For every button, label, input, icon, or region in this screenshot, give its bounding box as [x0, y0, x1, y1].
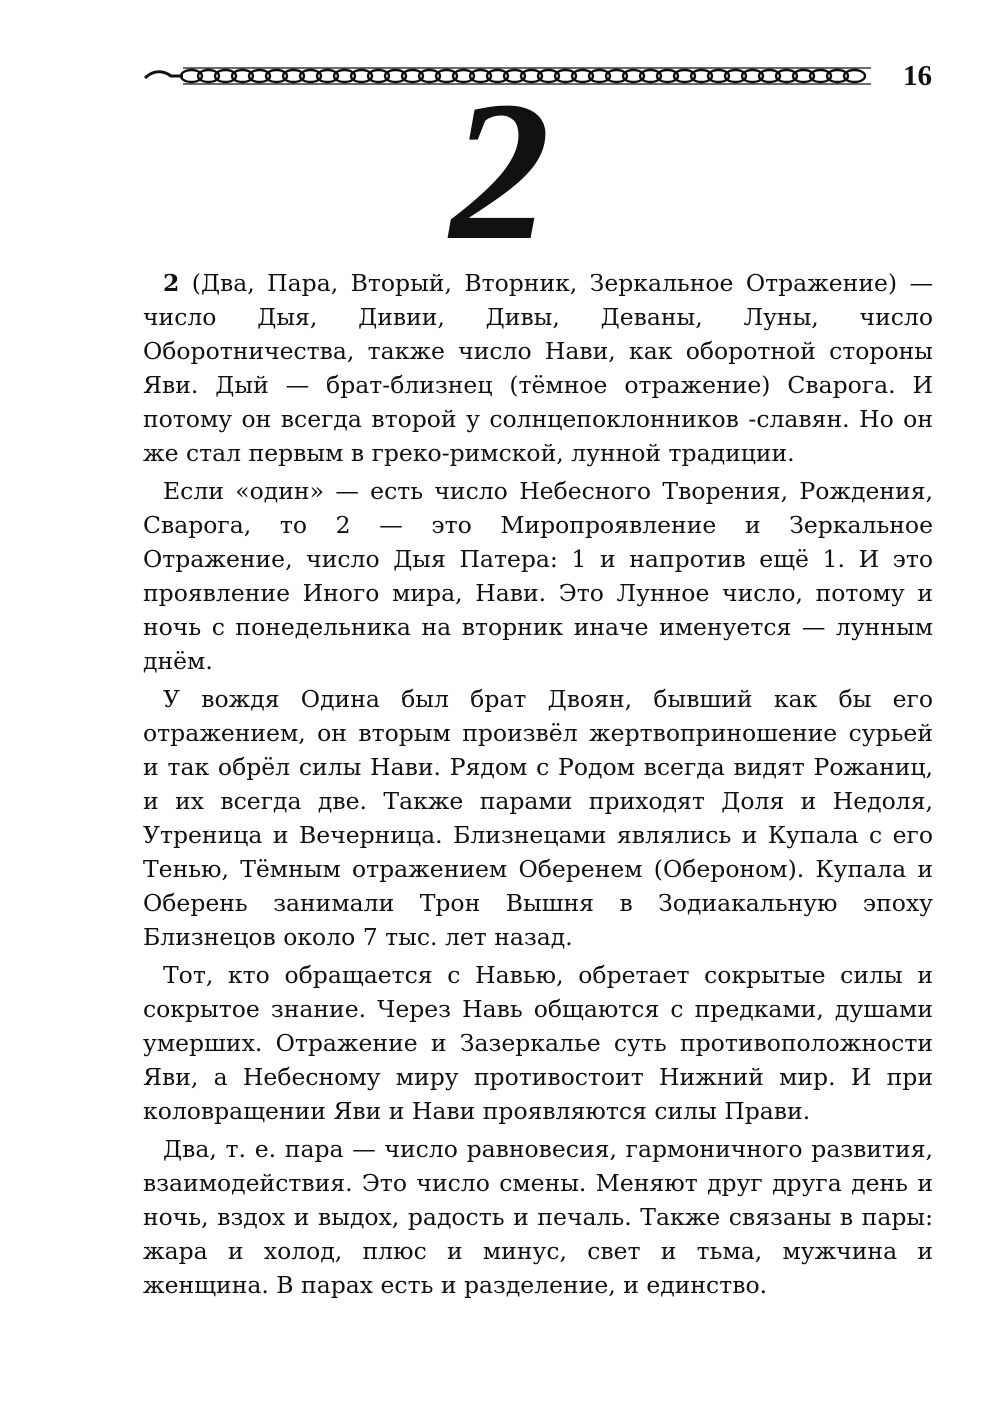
page-number: 16	[903, 60, 932, 92]
body-text	[143, 266, 933, 1306]
chapter-number: 2	[450, 61, 550, 282]
paragraph-text: (Два, Пара, Вторый, Вторник, Зеркальное Отражение) — число Дыя, Дивии, Дивы, Деваны, Луны, число Оборотничества, также число Нави, как оборотной стороны Яви. Дый — брат-близнец (тёмное отражение) Сварога. И потому он всегда второй у солнцепоклонников -славян. Но он же стал первым в греко-римской, лунной традиции.	[143, 269, 933, 467]
paragraph-3: У вождя Одина был брат Двоян, бывший как бы его отражением, он вторым произвёл жертвоприношение сурьей и так обрёл силы Нави. Рядом с Родом всегда видят Рожаниц, и их всегда две. Также парами приходят Доля и Недоля, Утреница и Вечерница. Близнецами являлись и Купала с его Тенью, Тёмным отражением Оберенем (Обероном). Купала и Оберень занимали Трон Вышня в Зодиакальную эпоху Близнецов около 7 тыс. лет назад.	[143, 685, 933, 951]
paragraph-5: Два, т. е. пара — число равновесия, гармоничного развития, взаимодействия. Это число смены. Меняют друг друга день и ночь, вздох и выдох, радость и печаль. Также связаны в пары: жара и холод, плюс и минус, свет и тьма, мужчина и женщина. В парах есть и разделение, и единство.	[143, 1135, 933, 1299]
paragraph-4: Тот, кто обращается с Навью, обретает сокрытые силы и сокрытое знание. Через Навь общаются с предками, душами умерших. Отражение и Зазеркалье суть противоположности Яви, а Небесному миру противостоит Нижний мир. И при коловращении Яви и Нави проявляются силы Прави.	[143, 961, 933, 1125]
paragraph-2: Если «один» — есть число Небесного Творения, Рождения, Сварога, то 2 — это Миропроявление и Зеркальное Отражение, число Дыя Патера: 1 и напротив ещё 1. И это проявление Иного мира, Нави. Это Лунное число, потому и ночь с понедельника на вторник иначе именуется — лунным днём.	[143, 477, 933, 675]
paragraph-1	[143, 266, 933, 470]
paragraph-lead-number: 2	[163, 269, 180, 297]
